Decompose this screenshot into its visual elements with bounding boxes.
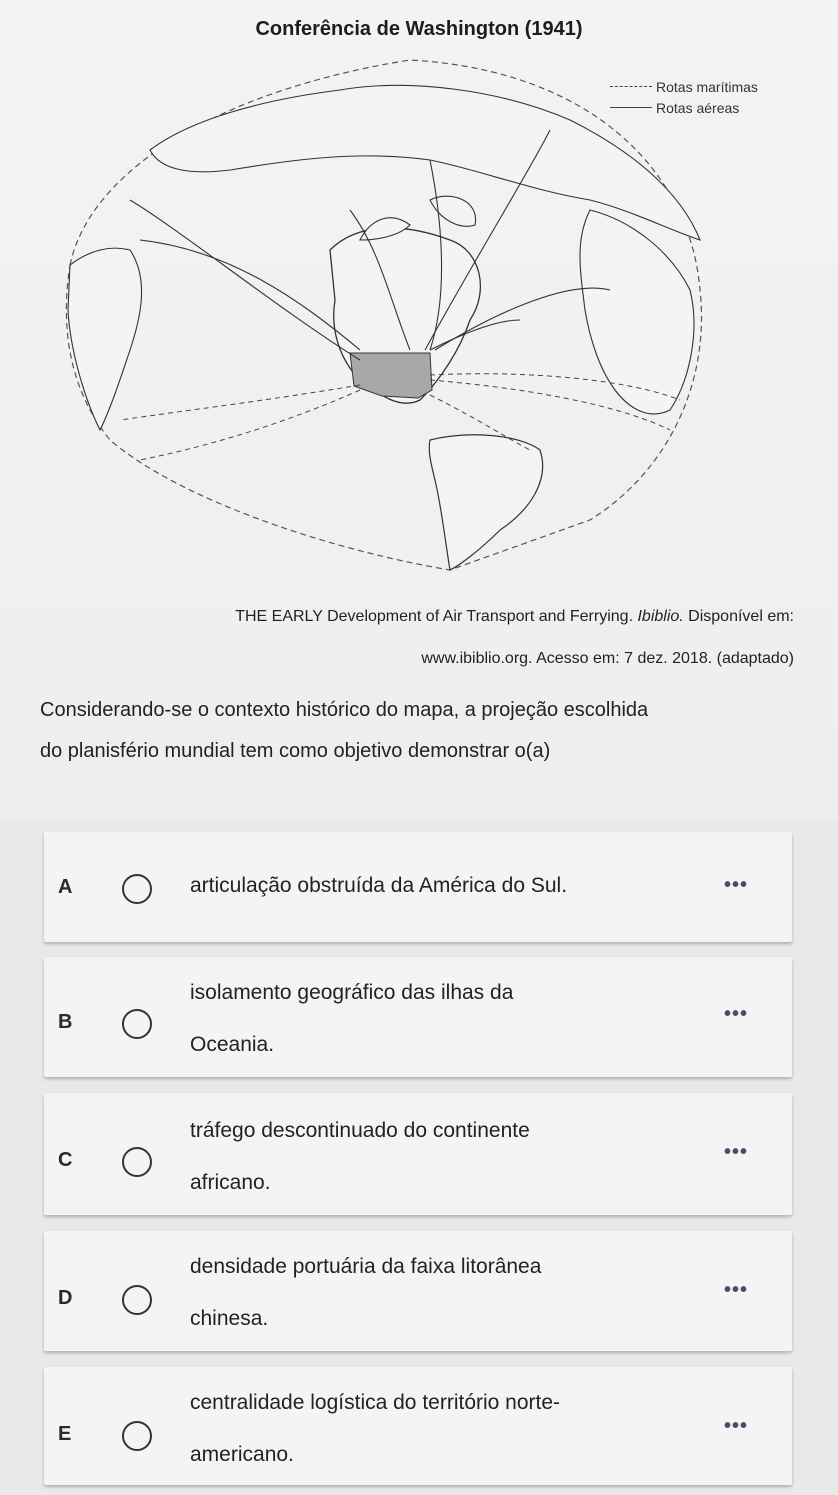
option-a[interactable] xyxy=(44,832,792,942)
legend-label: Rotas marítimas xyxy=(656,78,758,95)
source-text: THE EARLY Development of Air Transport and Ferrying. xyxy=(235,608,634,625)
question-line: do planisfério mundial tem como objetivo demonstrar o(a) xyxy=(40,740,551,762)
legend-item-sea xyxy=(610,76,758,97)
more-options-icon[interactable]: ••• xyxy=(724,1003,749,1025)
option-line: isolamento geográfico das ilhas da xyxy=(190,981,514,1004)
map-title: Conferência de Washington (1941) xyxy=(255,18,583,40)
south-america-shape xyxy=(429,435,542,570)
source-italic: Ibiblio. xyxy=(637,608,684,625)
option-e[interactable] xyxy=(44,1367,792,1485)
option-line: americano. xyxy=(190,1443,294,1466)
more-options-icon[interactable]: ••• xyxy=(724,1279,749,1301)
option-text xyxy=(190,860,567,912)
option-letter: C xyxy=(58,1149,73,1171)
option-b[interactable] xyxy=(44,957,792,1077)
map-legend xyxy=(610,76,758,118)
option-letter: D xyxy=(58,1287,73,1309)
option-line: tráfego descontinuado do continente xyxy=(190,1119,530,1142)
option-text xyxy=(190,1241,541,1345)
option-letter: E xyxy=(58,1423,72,1445)
more-options-icon[interactable]: ••• xyxy=(724,1141,749,1163)
source-credit-line1 xyxy=(235,608,794,626)
source-credit-line2: www.ibiblio.org. Acesso em: 7 dez. 2018. (adaptado) xyxy=(421,650,794,667)
more-options-icon[interactable]: ••• xyxy=(724,1415,749,1437)
radio-button[interactable] xyxy=(122,1285,152,1315)
solid-line-icon xyxy=(610,107,652,108)
dashed-line-icon xyxy=(610,86,652,87)
option-text xyxy=(190,1377,560,1481)
option-line: chinesa. xyxy=(190,1307,269,1330)
question-text xyxy=(40,690,810,772)
more-options-icon[interactable]: ••• xyxy=(724,874,749,896)
option-d[interactable] xyxy=(44,1231,792,1351)
usa-shaded-region xyxy=(350,353,432,398)
option-text xyxy=(190,1105,530,1209)
legend-item-air xyxy=(610,97,758,118)
asia-left-shape xyxy=(68,248,142,430)
source-text: Disponível em: xyxy=(688,608,794,625)
radio-button[interactable] xyxy=(122,1421,152,1451)
option-text xyxy=(190,967,513,1071)
legend-label: Rotas aéreas xyxy=(656,99,740,116)
africa-shape xyxy=(580,210,694,414)
question-line: Considerando-se o contexto histórico do mapa, a projeção escolhida xyxy=(40,699,649,721)
option-letter: B xyxy=(58,1011,73,1033)
radio-button[interactable] xyxy=(122,1009,152,1039)
radio-button[interactable] xyxy=(122,1147,152,1177)
option-line: centralidade logística do território norte- xyxy=(190,1391,561,1414)
option-letter: A xyxy=(58,876,73,898)
option-line: africano. xyxy=(190,1171,271,1194)
option-line: articulação obstruída da América do Sul. xyxy=(190,874,568,897)
option-line: Oceania. xyxy=(190,1033,275,1056)
option-c[interactable] xyxy=(44,1093,792,1215)
world-map-figure xyxy=(30,50,790,590)
option-line: densidade portuária da faixa litorânea xyxy=(190,1255,542,1278)
radio-button[interactable] xyxy=(122,874,152,904)
